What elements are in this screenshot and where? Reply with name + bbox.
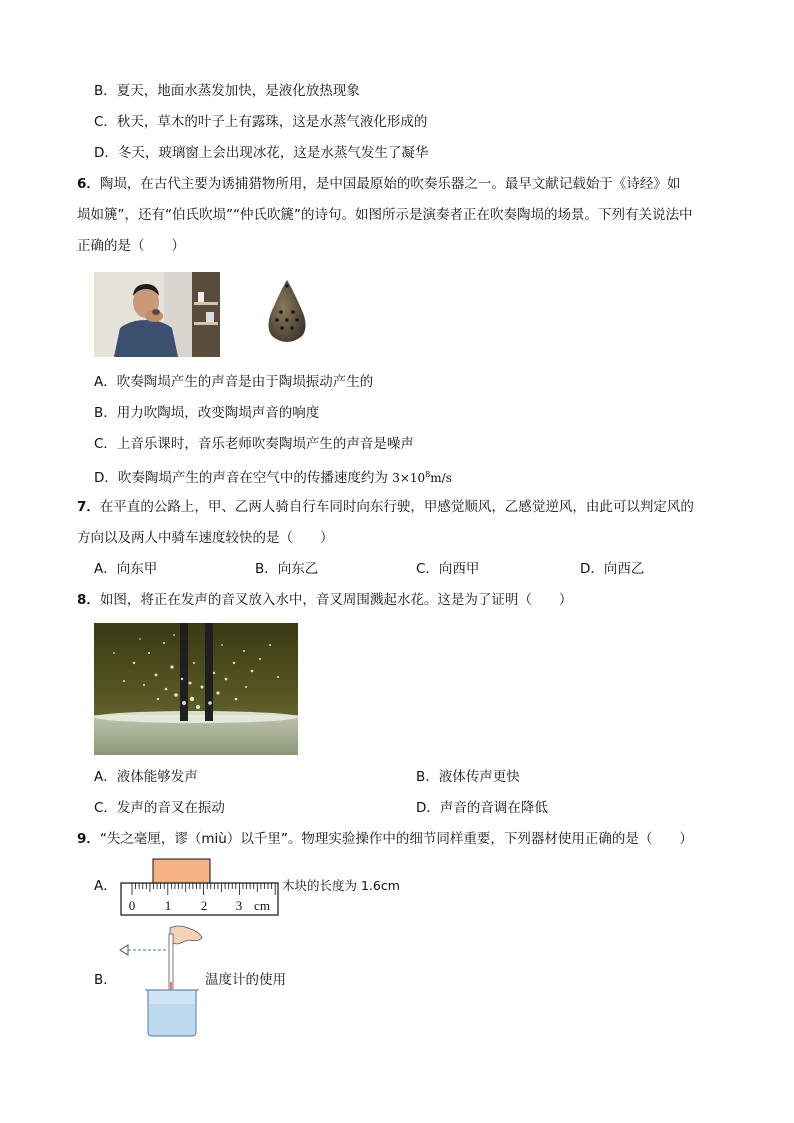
q7-stem-line-1: 7．在平直的公路上，甲、乙两人骑自行车同时向东行驶，甲感觉顺风，乙感觉逆风，由此可以判定风的 [77, 499, 694, 515]
q6-performer-photo [94, 272, 220, 357]
ruler-label-2: 2 [200, 898, 208, 913]
q8-option-b: B．液体传声更快 [416, 769, 520, 785]
q8-stem: 8．如图，将正在发声的音叉放入水中，音叉周围溅起水花。这是为了证明（ ） [77, 592, 573, 608]
q8-number: 8． [77, 592, 100, 608]
q6-option-a: A．吹奏陶埙产生的声音是由于陶埙振动产生的 [94, 374, 374, 390]
q9-option-b-letter: B． [94, 972, 117, 988]
q7-stem-line-2: 方向以及两人中骑车速度较快的是（ ） [77, 530, 334, 546]
ruler-label-1: 1 [164, 898, 172, 913]
q6-option-c: C．上音乐课时，音乐老师吹奏陶埙产生的声音是噪声 [94, 436, 414, 452]
q6-option-d: D．吹奏陶埙产生的声音在空气中的传播速度约为 $3\times 10^8m/s$ [94, 470, 452, 486]
q8-option-d: D．声音的音调在降低 [416, 800, 548, 816]
q5-option-b: B．夏天，地面水蒸发加快，是液化放热现象 [94, 83, 360, 99]
q5-option-c: C．秋天，草木的叶子上有露珠，这是水蒸气液化形成的 [94, 114, 428, 130]
q6-stem-line-1: 6．陶埙，在古代主要为诱捕猎物所用，是中国最原始的吹奏乐器之一。最早文献记载始于《诗经》如 [77, 176, 681, 192]
q9-option-b-text: 温度计的使用 [205, 972, 286, 988]
q6-ocarina-image [262, 278, 312, 342]
q6-number: 6． [77, 176, 100, 192]
q7-option-a: A．向东甲 [94, 561, 158, 577]
q9-ruler-diagram [120, 858, 280, 916]
q7-option-b: B．向东乙 [255, 561, 319, 577]
q9-thermometer-diagram [118, 922, 208, 1038]
q6-stem-line-3: 正确的是（ ） [77, 238, 185, 254]
q6-stem-line-2: 埙如篪”，还有“伯氏吹埙”“仲氏吹篪”的诗句。如图所示是演奏者正在吹奏陶埙的场景。下列有关说法中 [77, 207, 693, 223]
eye-icon [120, 945, 128, 955]
q9-option-a-letter: A． [94, 878, 117, 894]
q5-option-d: D．冬天，玻璃窗上会出现冰花，这是水蒸气发生了凝华 [94, 145, 429, 161]
q8-option-a: A．液体能够发声 [94, 769, 198, 785]
q8-tuning-fork-photo [94, 623, 298, 755]
q7-number: 7． [77, 499, 100, 515]
ruler-label-0: 0 [128, 898, 136, 913]
wood-block [153, 859, 210, 883]
hand-icon [170, 926, 202, 944]
q8-option-c: C．发声的音叉在振动 [94, 800, 225, 816]
ruler-label-unit: cm [254, 898, 270, 913]
q9-stem: 9．“失之毫厘，谬（miù）以千里”。物理实验操作中的细节同样重要，下列器材使用正确的是（ ） [77, 831, 693, 847]
q6-speed-value: $3\times 10^8m/s$ [392, 470, 452, 485]
q7-option-d: D．向西乙 [580, 561, 645, 577]
q9-option-a-text: 木块的长度为 1.6cm [282, 878, 400, 893]
q9-number: 9． [77, 831, 100, 847]
q7-option-c: C．向西甲 [416, 561, 480, 577]
q6-option-b: B．用力吹陶埙，改变陶埙声音的响度 [94, 405, 320, 421]
ruler-label-3: 3 [235, 898, 243, 913]
